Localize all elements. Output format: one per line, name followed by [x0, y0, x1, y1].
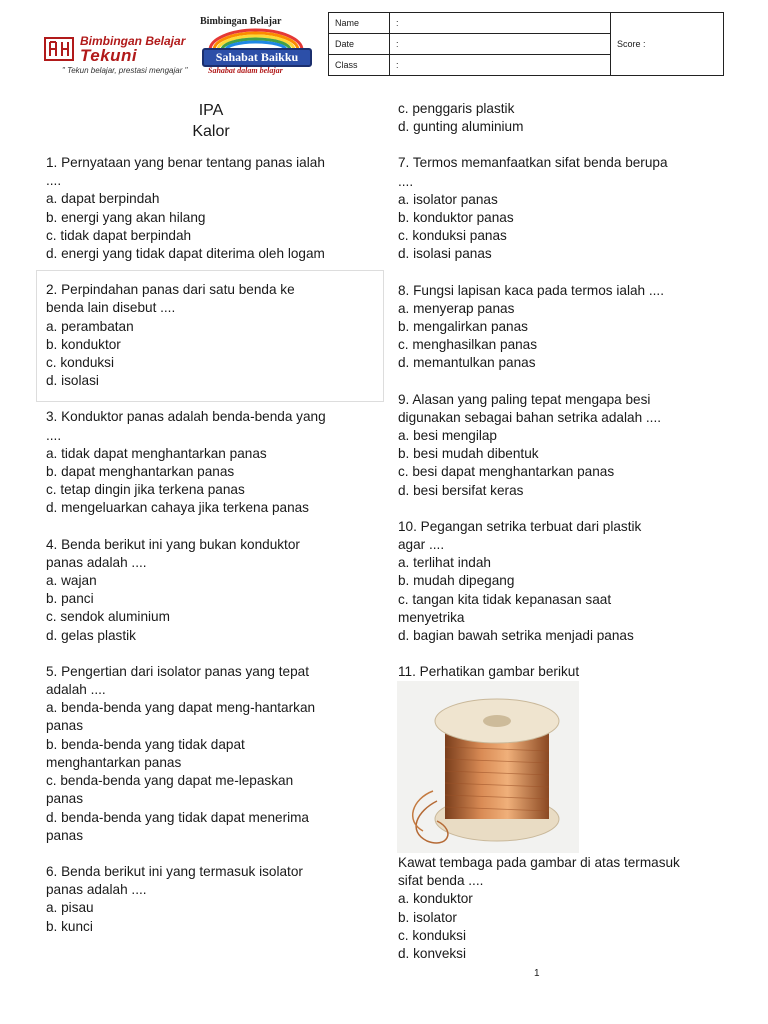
subject-title: IPA [198, 102, 224, 119]
q9-option[interactable]: c. besi dapat menghantarkan panas [398, 464, 615, 480]
q3-line: .... [46, 427, 62, 443]
q8-option[interactable]: a. menyerap panas [398, 300, 515, 316]
logo2-tagline: Sahabat dalam belajar [208, 66, 283, 75]
rainbow-icon [206, 28, 306, 50]
page-number: 1 [534, 968, 540, 979]
name-label: Name [329, 13, 390, 34]
logo2-line2: Sahabat Baikku [202, 48, 312, 67]
logo1-line1: Bimbingan Belajar [80, 34, 186, 48]
copper-wire-spool-image [397, 681, 579, 853]
q8-option[interactable]: d. memantulkan panas [398, 355, 536, 371]
logo1-line2: Tekuni [80, 46, 138, 65]
q11-option[interactable]: b. isolator [398, 909, 457, 925]
q7-option[interactable]: c. konduksi panas [398, 228, 507, 244]
q6-option[interactable]: d. gunting aluminium [398, 119, 524, 135]
q4-option[interactable]: d. gelas plastik [46, 627, 136, 643]
q7-option[interactable]: d. isolasi panas [398, 246, 492, 262]
q2-line: 2. Perpindahan panas dari satu benda ke [46, 282, 295, 298]
q4-line: 4. Benda berikut ini yang bukan konduktor [46, 536, 300, 552]
q2-option[interactable]: b. konduktor [46, 336, 121, 352]
left-column [46, 100, 376, 936]
q3-option[interactable]: d. mengeluarkan cahaya jika terkena panas [46, 500, 309, 516]
class-label: Class [329, 55, 390, 76]
q5-line: adalah .... [46, 682, 106, 698]
q9-option[interactable]: d. besi bersifat keras [398, 482, 524, 498]
q2-option[interactable]: a. perambatan [46, 318, 134, 334]
q9-option[interactable]: a. besi mengilap [398, 428, 497, 444]
q5-option[interactable]: d. benda-benda yang tidak dapat menerima [46, 809, 309, 825]
right-column [398, 100, 728, 681]
q1-line: 1. Pernyataan yang benar tentang panas ialah [46, 155, 325, 170]
q10-option[interactable]: b. mudah dipegang [398, 573, 515, 589]
q9-line: digunakan sebagai bahan setrika adalah .... [398, 409, 662, 425]
q4-option[interactable]: b. panci [46, 591, 94, 607]
q11-line: 11. Perhatikan gambar berikut [398, 664, 580, 680]
q5-line: 5. Pengertian dari isolator panas yang tepat [46, 663, 309, 679]
q10-line: agar .... [398, 537, 445, 553]
q5-option[interactable]: a. benda-benda yang dapat meng-hantarkan [46, 700, 316, 716]
q11-option[interactable]: c. konduksi [398, 927, 467, 943]
q3-line: 3. Konduktor panas adalah benda-benda yang [46, 409, 326, 425]
q1-line: .... [46, 173, 62, 189]
q7-line: .... [398, 173, 414, 189]
q8-line: 8. Fungsi lapisan kaca pada termos ialah .... [398, 282, 664, 298]
q6-line: 6. Benda berikut ini yang termasuk isolator [46, 863, 303, 879]
q1-option[interactable]: d. energi yang tidak dapat diterima oleh logam [46, 246, 325, 262]
date-field[interactable]: : [390, 34, 611, 55]
logo-tekuni [44, 30, 194, 76]
q1-option[interactable]: b. energi yang akan hilang [46, 209, 206, 225]
q9-option[interactable]: b. besi mudah dibentuk [398, 446, 539, 462]
right-column-continued [398, 854, 728, 963]
class-field[interactable]: : [390, 55, 611, 76]
q11-option[interactable]: a. konduktor [398, 891, 473, 907]
q5-option[interactable]: panas [46, 718, 84, 734]
q3-option[interactable]: c. tetap dingin jika terkena panas [46, 482, 245, 498]
topic-title: Kalor [192, 123, 230, 140]
q10-option[interactable]: c. tangan kita tidak kepanasan saat [398, 591, 612, 607]
q1-option[interactable]: a. dapat berpindah [46, 191, 160, 207]
q2-option[interactable]: d. isolasi [46, 373, 99, 389]
student-info-table [328, 12, 724, 76]
q9-line: 9. Alasan yang paling tepat mengapa besi [398, 391, 651, 407]
q1-option[interactable]: c. tidak dapat berpindah [46, 227, 192, 243]
q10-option[interactable]: d. bagian bawah setrika menjadi panas [398, 628, 634, 644]
q5-option[interactable]: panas [46, 791, 84, 807]
q2-line: benda lain disebut .... [46, 300, 176, 316]
q7-option[interactable]: b. konduktor panas [398, 210, 514, 226]
copper-spool-icon [397, 681, 579, 853]
q3-option[interactable]: b. dapat menghantarkan panas [46, 464, 235, 480]
q6-option[interactable]: a. pisau [46, 900, 94, 916]
q11-line: sifat benda .... [398, 873, 484, 889]
q4-line: panas adalah .... [46, 554, 147, 570]
q6-line: panas adalah .... [46, 882, 147, 898]
logo2-line1: Bimbingan Belajar [200, 16, 282, 27]
date-label: Date [329, 34, 390, 55]
name-field[interactable]: : [390, 13, 611, 34]
score-box[interactable]: Score : [611, 13, 724, 76]
logo1-tagline: " Tekun belajar, prestasi mengajar " [62, 66, 188, 75]
q5-option[interactable]: b. benda-benda yang tidak dapat [46, 736, 245, 752]
q7-line: 7. Termos memanfaatkan sifat benda berupa [398, 155, 668, 171]
q10-option[interactable]: menyetrika [398, 609, 465, 625]
q8-option[interactable]: c. menghasilkan panas [398, 337, 538, 353]
q8-option[interactable]: b. mengalirkan panas [398, 319, 528, 335]
q6-option[interactable]: b. kunci [46, 918, 93, 934]
q5-option[interactable]: menghantarkan panas [46, 754, 182, 770]
logo-sahabat-baikku [196, 16, 320, 76]
q6-option[interactable]: c. penggaris plastik [398, 101, 515, 116]
q5-option[interactable]: panas [46, 827, 84, 843]
logo-mark-icon [44, 36, 74, 62]
q3-option[interactable]: a. tidak dapat menghantarkan panas [46, 445, 267, 461]
q10-line: 10. Pegangan setrika terbuat dari plastik [398, 518, 642, 534]
q2-option[interactable]: c. konduksi [46, 355, 115, 371]
q4-option[interactable]: c. sendok aluminium [46, 609, 170, 625]
q5-option[interactable]: c. benda-benda yang dapat me-lepaskan [46, 773, 294, 789]
q11-option[interactable]: d. konveksi [398, 946, 467, 962]
q7-option[interactable]: a. isolator panas [398, 191, 498, 207]
q11-line: Kawat tembaga pada gambar di atas termasuk [398, 855, 680, 870]
q4-option[interactable]: a. wajan [46, 573, 97, 589]
q10-option[interactable]: a. terlihat indah [398, 555, 491, 571]
